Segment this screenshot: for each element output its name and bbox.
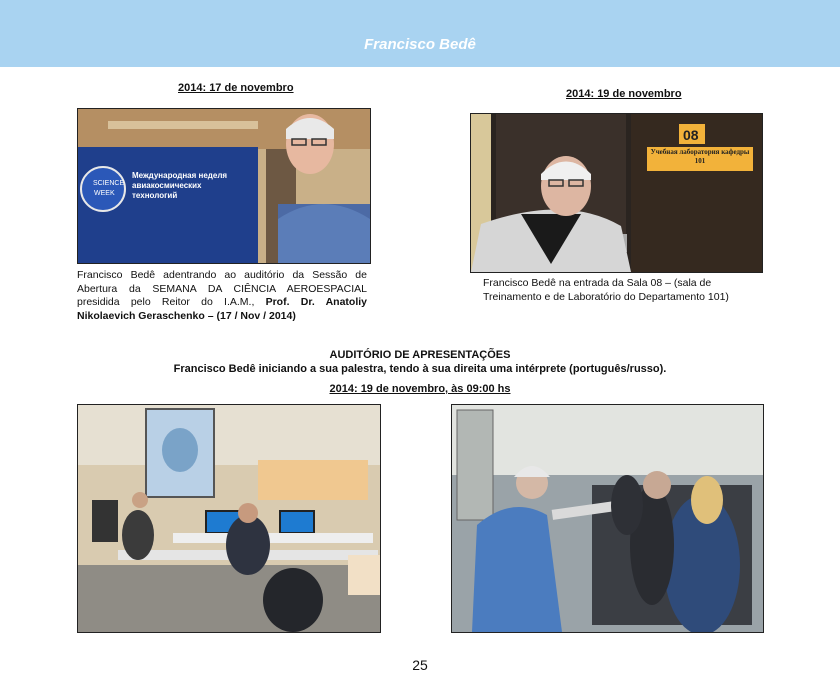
photo-lecture xyxy=(451,404,764,633)
right-caption: Francisco Bedê na entrada da Sala 08 – (sala de Treinamento e de Laboratório do Departamento 101) xyxy=(483,277,729,303)
room-sign: Учебная лаборатория кафедры 101 xyxy=(650,148,750,165)
svg-text:WEEK: WEEK xyxy=(94,190,115,197)
left-caption-bold: Prof. Dr. Anatoliy Nikolaevich Geraschenko – (17 / Nov / 2014) xyxy=(77,296,367,322)
page-number: 25 xyxy=(412,657,428,673)
banner-text: Международная неделя авиакосмических технологий xyxy=(132,171,228,200)
section-date: 2014: 19 de novembro, às 09:00 hs xyxy=(329,383,511,395)
right-date: 2014: 19 de novembro xyxy=(566,88,682,100)
section-subtitle: Francisco Bedê iniciando a sua palestra, tendo à sua direita uma intérprete (português/russo). xyxy=(173,363,667,375)
photo-room-entrance xyxy=(470,113,763,273)
page-header xyxy=(0,0,840,67)
left-caption xyxy=(77,269,367,323)
page-title: Francisco Bedê xyxy=(364,36,476,53)
left-caption-text: Francisco Bedê adentrando ao auditório da Sessão de Abertura da SEMANA DA CIÊNCIA AEROESPACIAL presidida pelo Reitor do I.A.M., xyxy=(77,269,367,308)
photo-auditorium xyxy=(77,404,381,633)
room-number: 08 xyxy=(683,127,699,143)
svg-text:SCIENCE: SCIENCE xyxy=(93,180,125,187)
section-title: AUDITÓRIO DE APRESENTAÇÕES xyxy=(329,349,511,361)
photo-opening-session xyxy=(77,108,371,264)
left-date: 2014: 17 de novembro xyxy=(178,82,294,94)
